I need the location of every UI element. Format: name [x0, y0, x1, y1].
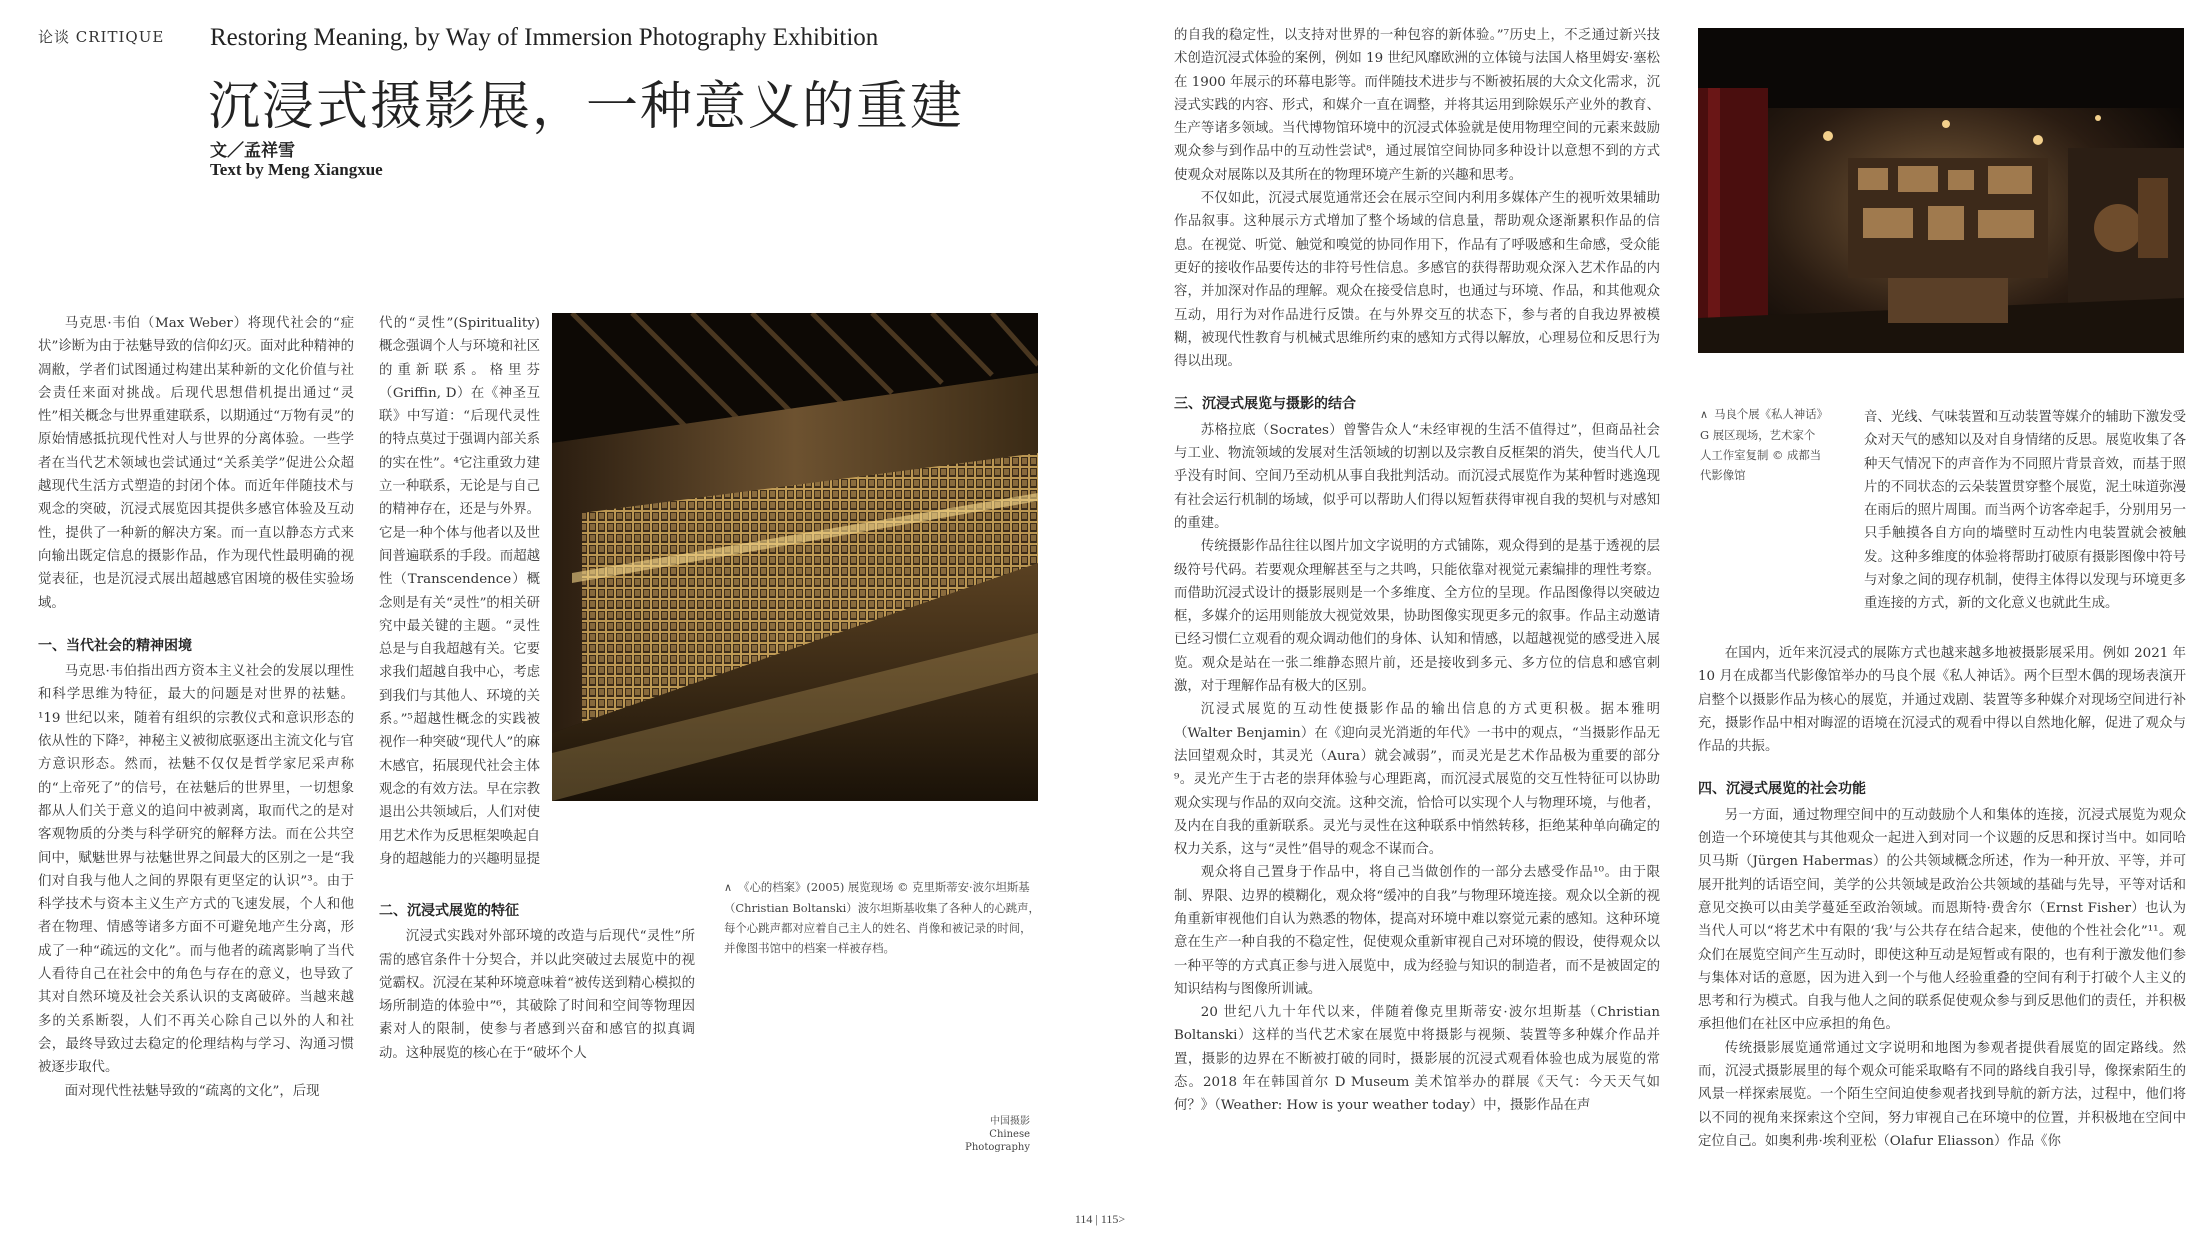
- paragraph: 音、光线、气味装置和互动装置等媒介的辅助下激发受众对天气的感知以及对自身情绪的反思。展览收集了各种天气情况下的声音作为不同照片背景音效，而基于照片的不同状态的云朵装置贯穿整个展览，泥土味道弥漫在雨后的照片周围。而当两个访客牵起手，分别用另一只手触摸各自方向的墙壁时互动性内电装置就会被触发。这种多维度的体验将帮助打破原有摄影图像中符号与对象之间的现存机制，使得主体得以发现与环境更多重连接的方式，新的文化意义也就此生成。: [1864, 410, 2186, 612]
- paragraph: 苏格拉底（Socrates）曾警告众人“未经审视的生活不值得过”，但商品社会与工业、物流领域的发展对生活领域的切割以及宗教自反框架的消失，使当代人几乎没有时间、空间乃至动机从事自我批判活动。而沉浸式展览作为某种暂时逃逸现有社会运行机制的场域，似乎可以帮助人们得以短暂获得审视自我的契机与对感知的重建。: [1174, 422, 1660, 531]
- paragraph: 另一方面，通过物理空间中的互动鼓励个人和集体的连接，沉浸式展览为观众创造一个环境使其与其他观众一起进入到对同一个议题的反思和探讨当中。如同哈贝马斯（Jürgen Habermas）的公共领域概念所述，作为一种开放、平等，并可展开批判的话语空间，美学的公共领域是政治公共领域的基础与先导，平等对话和意见交换可以由美学蔓延至政治领域。而恩斯特·费舍尔（Ernst Fisher）也认为当代人可以“将艺术中有限的‘我’与公共存在结合起来，使他的个性社会化”¹¹。观众们在展览空间产生互动时，即使这种互动是短暂或有限的，也有利于激发他们参与集体对话的意愿，因为进入到一个与他人经验重叠的空间有利于打破个人主义的思考和行为模式。自我与他人之间的联系促使观众参与到反思他们的责任，并积极承担他们在社区中应承担的角色。: [1698, 807, 2186, 1033]
- section-heading-1: 一、当代社会的精神困境: [38, 637, 192, 654]
- paragraph: 沉浸式展览的互动性使摄影作品的输出信息的方式更积极。据本雅明（Walter Benjamin）在《迎向灵光消逝的年代》一书中的观点，“当摄影作品无法回望观众时，其灵光（Aura）就会减弱”，而灵光是艺术作品极为重要的部分⁹。灵光产生于古老的崇拜体验与心理距离，而沉浸式展览的交互性特征可以协助观众实现与作品的双向交流。这种交流，恰恰可以实现个人与物理环境，与他者，及内在自我的重新联系。灵光与灵性在这种联系中悄然转移，拒绝某种单向确定的权力关系，这与“灵性”倡导的观念不谋而合。: [1174, 702, 1660, 858]
- paragraph: 马克思·韦伯（Max Weber）将现代社会的“症状”诊断为由于祛魅导致的信仰幻灭。面对此种精神的凋敝，学者们试图通过构建出某种新的文化价值与社会责任来面对挑战。后现代思想借机提出通过“灵性”相关概念与世界重建联系，以期通过“万物有灵”的原始情感抵抗现代性对人与世界的分离体验。一些学者在当代艺术领域也尝试通过“关系美学”促进公众超越现代生活方式塑造的封闭个体。而近年伴随技术与观念的突破，沉浸式展览因其提供多感官体验及互动性，提供了一种新的解决方案。而一直以静态方式来向输出既定信息的摄影作品，作为现代性最明确的视觉表征，也是沉浸式展出超越感官困境的极佳实验场域。: [38, 316, 354, 611]
- author-cn: 文／孟祥雪: [210, 141, 295, 161]
- paragraph: 不仅如此，沉浸式展览通常还会在展示空间内利用多媒体产生的视听效果辅助作品叙事。这种展示方式增加了整个场域的信息量，帮助观众逐渐累积作品的信息。在视觉、听觉、触觉和嗅觉的协同作用下，作品有了呼吸感和生命感，受众能更好的接收作品要传达的非符号性信息。多感官的获得帮助观众深入艺术作品的内容，并加深对作品的理解。观众在接受信息时，也通过与环境、作品，和其他观众互动，用行为对作品进行反馈。在与外界交互的状态下，参与者的自我边界被模糊，被现代性教育与机械式思维所约束的感知方式得以解放，心理易位和反思行为得以出现。: [1174, 191, 1660, 370]
- paragraph: 传统摄影展览通常通过文字说明和地图为参观者提供看展览的固定路线。然而，沉浸式摄影展里的每个观众可能采取略有不同的路线自我引导，像探索陌生的风景一样探索展览。一个陌生空间迫使参观者找到导航的新方法，过程中，他们将以不同的视角来探索这个空间，努力审视自己在环境中的位置，并积极地在空间中定位自己。如奥利弗·埃利亚松（Olafur Eliasson）作品《你: [1698, 1040, 2186, 1149]
- paragraph: 沉浸式实践对外部环境的改造与后现代“灵性”所需的感官条件十分契合，并以此突破过去展览中的视觉霸权。沉浸在某种环境意味着“被传送到精心模拟的场所制造的体验中”⁶，其破除了时间和空间等物理因素对人的限制，使参与者感到兴奋和感官的拟真调动。这种展览的核心在于“破坏个人: [379, 929, 695, 1061]
- exhibition-photo-boltanski: [552, 313, 1038, 801]
- article-title-cn: 沉浸式摄影展，一种意义的重建: [208, 77, 965, 137]
- text-column-4-wide: [1698, 642, 2186, 1153]
- author-en: Text by Meng Xiangxue: [210, 160, 383, 179]
- caption-arrow-icon: ∧: [724, 881, 733, 894]
- section-heading-3: 三、沉浸式展览与摄影的结合: [1174, 396, 1356, 413]
- text-column-1: [38, 312, 354, 1103]
- text-column-2: [379, 312, 540, 870]
- magazine-logo: 中国摄影 Chinese Photography: [965, 1116, 1030, 1153]
- text-column-3: [1174, 24, 1660, 1118]
- paragraph: 传统摄影作品往往以图片加文字说明的方式铺陈，观众得到的是基于透视的层级符号代码。若要观众理解甚至与之共鸣，只能依靠对视觉元素编排的理性考察。而借助沉浸式设计的摄影展则是一个多维度、全方位的呈现。作品图像得以突破边框，多媒介的运用则能放大视觉效果，协助图像实现更多元的叙事。作品主动邀请已经习惯仁立观看的观众调动他们的身体、认知和情感，以超越视觉的感受进入展览。观众是站在一张二维静态照片前，还是接收到多元、多方位的信息和感官刺激，对于理解作品有极大的区别。: [1174, 539, 1660, 695]
- exhibition-photo-maliang: [1698, 28, 2184, 353]
- caption-arrow-icon: ∧: [1700, 408, 1709, 421]
- text-column-4: [1864, 406, 2186, 616]
- photo-caption-2: ∧ 马良个展《私人神话》G 展区现场，艺术家个人工作室复制 © 成都当代影像馆: [1700, 407, 1823, 482]
- article-title-en: Restoring Meaning, by Way of Immersion Photography Exhibition: [210, 24, 879, 51]
- section-heading-4: 四、沉浸式展览的社会功能: [1698, 781, 1866, 798]
- paragraph: 在国内，近年来沉浸式的展陈方式也越来越多地被摄影展采用。例如 2021 年 10 月在成都当代影像馆举办的马良个展《私人神话》。两个巨型木偶的现场表演开启整个以摄影作品为核心的展览，并通过戏剧、装置等多种媒介对现场空间进行补充，摄影作品中相对晦涩的语境在沉浸式的观看中得以自然地化解，促进了观众与作品的共振。: [1698, 646, 2186, 755]
- paragraph: 代的“灵性”(Spirituality)概念强调个人与环境和社区的重新联系。格里芬（Griffin, D）在《神圣互联》中写道：“后现代灵性的特点莫过于强调内部关系的实在性”。⁴它注重致力建立一种联系，无论是与自己的精神存在，还是与外界。它是一种个体与他者以及世间普遍联系的手段。而超越性（Transcendence）概念则是有关“灵性”的相关研究中最关键的主题。“灵性总是与自我超越有关。它要求我们超越自我中心，考虑到我们与其他人、环境的关系。”⁵超越性概念的实践被视作一种突破“现代人”的麻木感官，拓展现代社会主体观念的有效方法。早在宗教退出公共领域后，人们对使用艺术作为反思框架唤起自身的超越能力的兴趣明显提: [379, 316, 540, 867]
- paragraph: 的自我的稳定性，以支持对世界的一种包容的新体验。”⁷历史上，不乏通过新兴技术创造沉浸式体验的案例，例如 19 世纪风靡欧洲的立体镜与法国人格里姆安·塞松在 1900 年展示的环幕电影等。而伴随技术进步与不断被拓展的大众文化需求，沉浸式实践的内容、形式，和媒介一直在调整，并将其运用到除娱乐产业外的教育、生产等诸多领域。当代博物馆环境中的沉浸式体验就是使用物理空间的元素来鼓励观众参与到作品中的互动性尝试⁸，通过展馆空间协同多种设计以意想不到的方式使观众对展陈以及其所在的物理环境产生新的兴趣和思考。: [1174, 28, 1660, 183]
- photo-caption-1: ∧ 《心的档案》(2005) 展览现场 © 克里斯蒂安·波尔坦斯基（Christian Boltanski）波尔坦斯基收集了各种人的心跳声，每个心跳声都对应着自己主人的姓名、肖像和被记录的时间，并像图书馆中的档案一样被存档。: [724, 880, 1040, 955]
- paragraph: 观众将自己置身于作品中，将自己当做创作的一部分去感受作品¹⁰。由于限制、界限、边界的模糊化，观众将“缓冲的自我”与物理环境连接。观众以全新的视角重新审视他们自认为熟悉的物体，提高对环境中难以察觉元素的感知。这种环境意在生产一种自我的不稳定性，促使观众重新审视自己对环境的假设，使得观众以一种平等的方式真正参与进入展览中，成为经验与知识的制造者，而不是被固定的知识结构与图像所训诫。: [1174, 865, 1660, 997]
- text-column-2-wide: [379, 866, 695, 1065]
- section-heading-2: 二、沉浸式展览的特征: [379, 903, 519, 919]
- paragraph: 20 世纪八九十年代以来，伴随着像克里斯蒂安·波尔坦斯基（Christian Boltanski）这样的当代艺术家在展览中将摄影与视频、装置等多种媒介作品并置，摄影的边界在不断被打破的同时，摄影展的沉浸式观看体验也成为展览的常态。2018 年在韩国首尔 D Museum 美术馆举办的群展《天气：今天天气如何？》（Weather: How is your weather today）中，摄影作品在声: [1174, 1005, 1660, 1114]
- paragraph: 面对现代性祛魅导致的“疏离的文化”，后现: [64, 1083, 320, 1099]
- page-numbers: 114 | 115>: [1074, 1212, 1126, 1226]
- section-tag: 论谈 CRITIQUE: [38, 28, 165, 46]
- right-page: [1100, 0, 2200, 1243]
- paragraph: 马克思·韦伯指出西方资本主义社会的发展以理性和科学思维为特征，最大的问题是对世界的祛魅。¹19 世纪以来，随着有组织的宗教仪式和意识形态的依从性的下降²，神秘主义被彻底驱逐出主流文化与官方意识形态。然而，祛魅不仅仅是哲学家尼采声称的“上帝死了”的信号，在祛魅后的世界里，一切想象都从人们关于意义的追问中被剥离，取而代之的是对客观物质的分类与科学研究的解释方法。而在公共空间中，赋魅世界与祛魅世界之间最大的区别之一是“我们对自我与他人之间的界限有更坚定的认识”³。由于科学技术与资本主义生产方式的飞速发展，个人和他者在物理、情感等诸多方面不可避免地产生分离，形成了一种“疏远的文化”。而与他者的疏离影响了当代人看待自己在社会中的角色与存在的意义，也导致了其对自然环境及社会关系认识的支离破碎。当越来越多的关系断裂，人们不再关心除自己以外的人和社会，最终导致过去稳定的伦理结构与学习、沟通习惯被逐步取代。: [38, 664, 354, 1076]
